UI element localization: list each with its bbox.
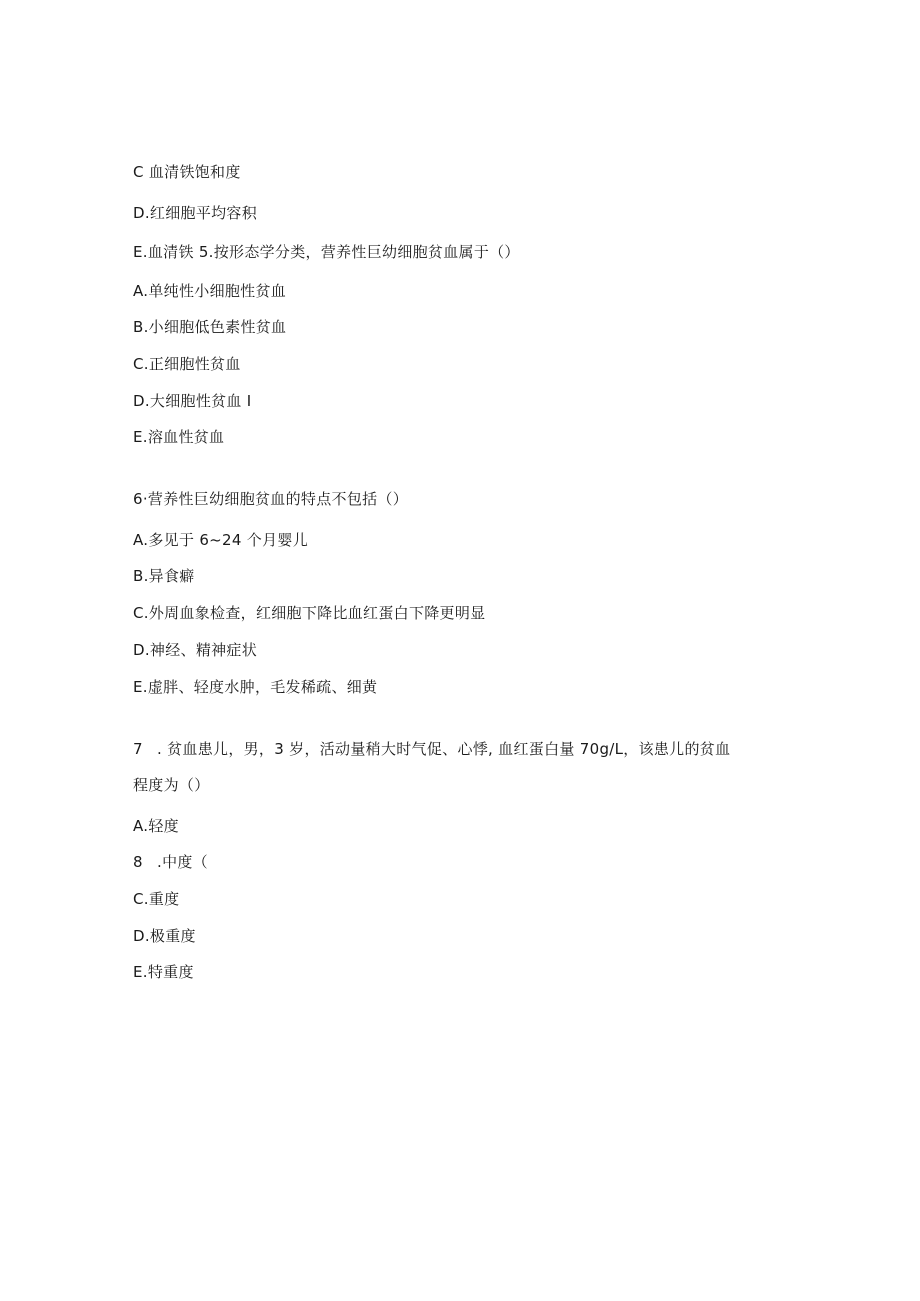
q6-option-b: B.异食癖: [133, 567, 195, 585]
question-7-number: 7: [133, 740, 143, 758]
option-e-and-question-5: E.血清铁 5.按形态学分类，营养性巨幼细胞贫血属于（）: [133, 243, 520, 261]
q7-option-a: A.轻度: [133, 817, 179, 835]
q5-option-d: D.大细胞性贫血 I: [133, 392, 252, 410]
question-7-continued: 程度为（）: [133, 776, 210, 794]
question-7: [133, 739, 730, 759]
option-d-mcv: D.红细胞平均容积: [133, 204, 258, 222]
q5-option-c: C.正细胞性贫血: [133, 355, 241, 373]
q7-option-b-text: .中度（: [157, 853, 208, 871]
q7-option-b-number: 8: [133, 853, 143, 871]
q6-option-e: E.虚胖、轻度水肿，毛发稀疏、细黄: [133, 678, 378, 696]
q6-option-a: A.多见于 6~24 个月婴儿: [133, 531, 309, 549]
q5-option-a: A.单纯性小细胞性贫血: [133, 282, 287, 300]
q7-option-e: E.特重度: [133, 963, 194, 981]
q5-option-e: E.溶血性贫血: [133, 428, 225, 446]
question-6: 6·营养性巨幼细胞贫血的特点不包括（）: [133, 490, 409, 508]
q6-option-d: D.神经、精神症状: [133, 641, 258, 659]
option-c-serum-iron-saturation: C 血清铁饱和度: [133, 163, 241, 181]
q7-option-d: D.极重度: [133, 927, 196, 945]
q6-option-c: C.外周血象检查，红细胞下降比血红蛋白下降更明显: [133, 604, 486, 622]
q7-option-c: C.重度: [133, 890, 180, 908]
q7-option-b: [133, 852, 208, 872]
question-7-text: . 贫血患儿，男，3 岁，活动量稍大时气促、心悸, 血红蛋白量 70g/L，该患儿的贫血: [157, 740, 731, 758]
q5-option-b: B.小细胞低色素性贫血: [133, 318, 287, 336]
